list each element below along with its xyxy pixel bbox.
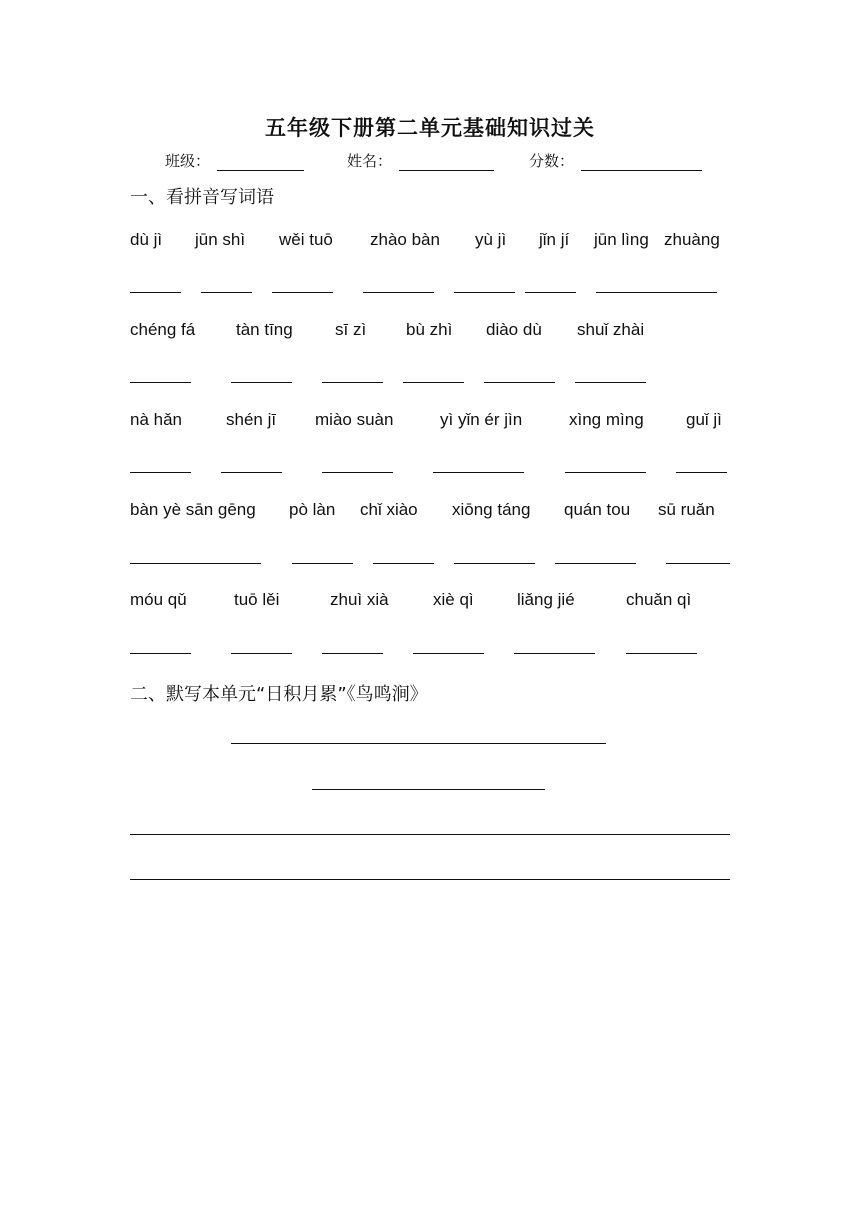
pinyin-word: tuō lěi <box>234 590 280 609</box>
answer-blank[interactable] <box>676 472 727 473</box>
score-field[interactable] <box>581 170 702 171</box>
pinyin-word: jūn lìng <box>594 230 649 249</box>
answer-blank[interactable] <box>525 292 576 293</box>
pinyin-word: nà hǎn <box>130 410 182 429</box>
pinyin-word: xiōng táng <box>452 500 531 519</box>
poem-author-line[interactable] <box>312 789 545 790</box>
name-field[interactable] <box>399 170 494 171</box>
pinyin-word: guǐ jì <box>686 410 722 429</box>
answer-blank[interactable] <box>575 382 646 383</box>
answer-blank[interactable] <box>413 653 484 654</box>
answer-blank[interactable] <box>373 563 434 564</box>
pinyin-word: shuǐ zhài <box>577 320 645 339</box>
poem-verse-line[interactable] <box>130 879 730 880</box>
answer-blank[interactable] <box>484 382 555 383</box>
pinyin-word: chuǎn qì <box>626 590 692 609</box>
answer-blank[interactable] <box>454 563 535 564</box>
answer-blank[interactable] <box>626 653 697 654</box>
answer-blank[interactable] <box>433 472 524 473</box>
section-1-heading: 一、看拼音写词语 <box>130 187 274 208</box>
answer-blank[interactable] <box>565 472 646 473</box>
answer-blank[interactable] <box>322 472 393 473</box>
pinyin-word: bù zhì <box>406 320 453 339</box>
pinyin-word: shén jī <box>226 410 277 429</box>
answer-blank[interactable] <box>363 292 434 293</box>
pinyin-word: pò làn <box>289 500 336 519</box>
answer-blank[interactable] <box>292 563 353 564</box>
pinyin-word: miào suàn <box>315 410 394 429</box>
pinyin-word: yù jì <box>475 230 507 249</box>
section-2-heading: 二、默写本单元“日积月累”《鸟鸣涧》 <box>130 684 428 705</box>
answer-blank[interactable] <box>221 472 282 473</box>
answer-blank[interactable] <box>130 292 181 293</box>
answer-blank[interactable] <box>231 382 292 383</box>
page-title: 五年级下册第二单元基础知识过关 <box>265 116 595 140</box>
answer-blank[interactable] <box>403 382 464 383</box>
pinyin-word: wěi tuō <box>279 230 333 249</box>
answer-blank[interactable] <box>454 292 515 293</box>
pinyin-word: diào dù <box>486 320 542 339</box>
pinyin-word: sī zì <box>335 320 367 339</box>
answer-blank[interactable] <box>130 382 191 383</box>
score-label: 分数： <box>529 152 575 170</box>
poem-title-line[interactable] <box>231 743 606 744</box>
pinyin-word: zhuì xià <box>330 590 389 609</box>
answer-blank[interactable] <box>322 382 383 383</box>
class-field[interactable] <box>217 170 304 171</box>
class-label: 班级： <box>165 152 211 170</box>
answer-blank[interactable] <box>130 653 191 654</box>
answer-blank[interactable] <box>231 653 292 654</box>
pinyin-word: zhuàng <box>664 230 720 249</box>
name-label: 姓名： <box>347 152 393 170</box>
answer-blank[interactable] <box>272 292 333 293</box>
pinyin-word: liǎng jié <box>517 590 575 609</box>
answer-blank[interactable] <box>201 292 252 293</box>
pinyin-word: dù jì <box>130 230 163 249</box>
pinyin-word: bàn yè sān gēng <box>130 500 256 519</box>
poem-verse-line[interactable] <box>130 834 730 835</box>
answer-blank[interactable] <box>130 563 261 564</box>
answer-blank[interactable] <box>514 653 595 654</box>
pinyin-word: móu qǔ <box>130 590 187 609</box>
pinyin-word: yì yǐn ér jìn <box>440 410 523 429</box>
pinyin-word: xìng mìng <box>569 410 644 429</box>
answer-blank[interactable] <box>130 472 191 473</box>
answer-blank[interactable] <box>666 563 730 564</box>
answer-blank[interactable] <box>322 653 383 654</box>
pinyin-word: sū ruǎn <box>658 500 715 519</box>
pinyin-word: jǐn jí <box>539 230 570 249</box>
answer-blank[interactable] <box>596 292 717 293</box>
pinyin-word: zhào bàn <box>370 230 440 249</box>
answer-blank[interactable] <box>555 563 636 564</box>
pinyin-word: tàn tīng <box>236 320 293 339</box>
pinyin-word: chéng fá <box>130 320 196 339</box>
pinyin-word: quán tou <box>564 500 631 519</box>
pinyin-word: jūn shì <box>195 230 246 249</box>
pinyin-word: chǐ xiào <box>360 500 418 519</box>
pinyin-word: xiè qì <box>433 590 474 609</box>
